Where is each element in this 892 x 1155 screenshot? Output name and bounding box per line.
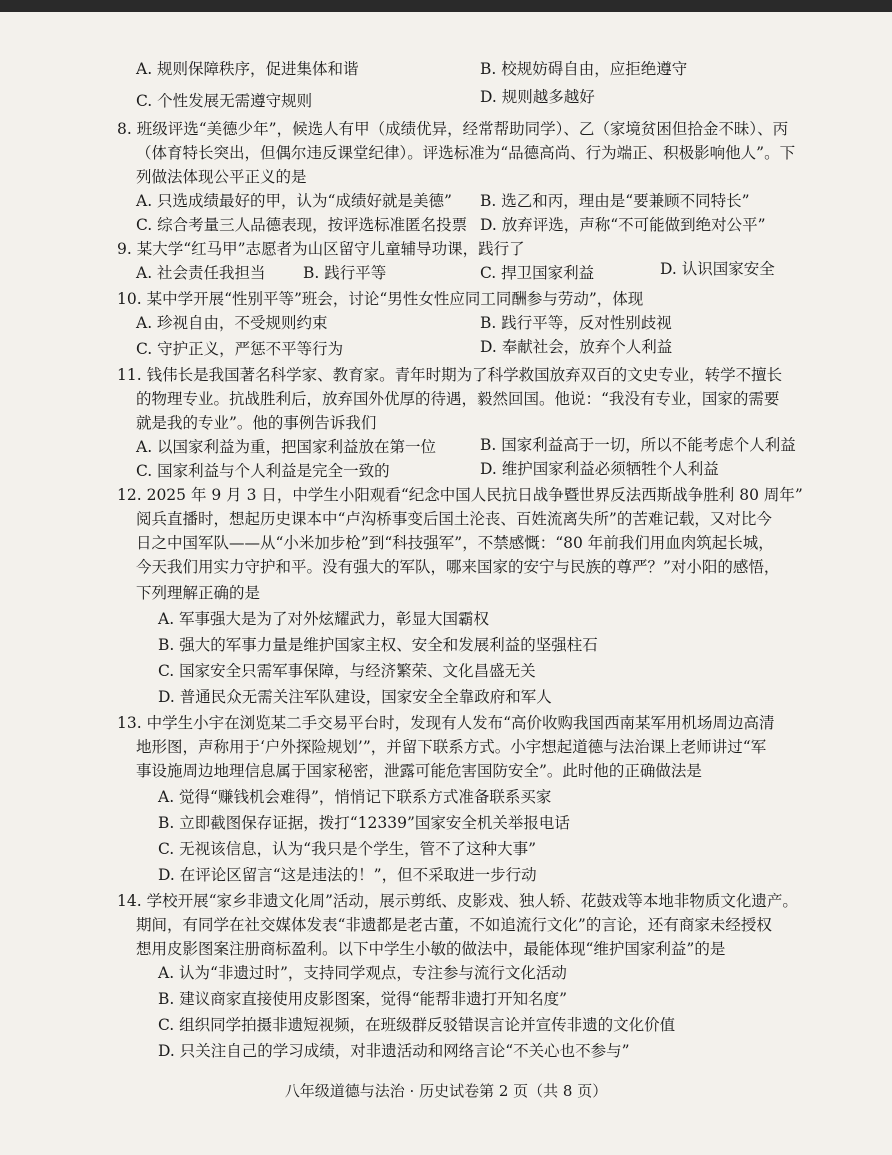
q14-option-b: B. 建议商家直接使用皮影图案，觉得“能帮非遗打开知名度”	[158, 990, 568, 1008]
q8-option-d: D. 放弃评选，声称“不可能做到绝对公平”	[480, 216, 766, 234]
q12-option-c: C. 国家安全只需军事保障，与经济繁荣、文化昌盛无关	[158, 662, 536, 680]
q8-option-b: B. 选乙和丙，理由是“要兼顾不同特长”	[480, 192, 750, 210]
q12-option-a: A. 军事强大是为了对外炫耀武力，彰显大国霸权	[158, 610, 490, 628]
q11-stem-line-3: 就是我的专业”。他的事例告诉我们	[136, 414, 377, 432]
q13-option-a: A. 觉得“赚钱机会难得”，悄悄记下联系方式准备联系买家	[158, 788, 552, 806]
q13-stem-line-2: 地形图，声称用于‘户外探险规划’”，并留下联系方式。小宇想起道德与法治课上老师讲过“军	[136, 738, 767, 756]
q12-option-b: B. 强大的军事力量是维护国家主权、安全和发展利益的坚强柱石	[158, 636, 598, 654]
q12-stem-line-1: 12. 2025 年 9 月 3 日，中学生小阳观看“纪念中国人民抗日战争暨世界反法西斯战争胜利 80 周年”	[117, 486, 803, 504]
q7-option-d: D. 规则越多越好	[480, 88, 595, 106]
q7-option-b: B. 校规妨碍自由，应拒绝遵守	[480, 60, 688, 78]
q8-option-c: C. 综合考量三人品德表现，按评选标准匿名投票	[136, 216, 468, 234]
q11-stem-line-2: 的物理专业。抗战胜利后，放弃国外优厚的待遇，毅然回国。他说：“我没有专业，国家的需要	[136, 390, 780, 408]
q8-stem-line-2: （体育特长突出，但偶尔违反课堂纪律）。评选标准为“品德高尚、行为端正、积极影响他人”。下	[136, 144, 796, 162]
q13-option-d: D. 在评论区留言“这是违法的！”，但不采取进一步行动	[158, 866, 537, 884]
q9-option-a: A. 社会责任我担当	[136, 264, 266, 282]
q11-option-d: D. 维护国家利益必须牺牲个人利益	[480, 460, 719, 478]
q10-option-d: D. 奉献社会，放弃个人利益	[480, 338, 673, 356]
q11-option-a: A. 以国家利益为重，把国家利益放在第一位	[136, 438, 437, 456]
q10-option-a: A. 珍视自由，不受规则约束	[136, 314, 328, 332]
q9-option-c: C. 捍卫国家利益	[480, 264, 595, 282]
q12-option-d: D. 普通民众无需关注军队建设，国家安全全靠政府和军人	[158, 688, 552, 706]
q14-stem-line-2: 期间，有同学在社交媒体发表“非遗都是老古董，不如追流行文化”的言论，还有商家未经授权	[136, 916, 772, 934]
q14-stem-line-1: 14. 学校开展“家乡非遗文化周”活动，展示剪纸、皮影戏、独人轿、花鼓戏等本地非物质文化遗产。	[117, 892, 798, 910]
q10-option-c: C. 守护正义，严惩不平等行为	[136, 340, 344, 358]
q13-stem-line-3: 事设施周边地理信息属于国家秘密，泄露可能危害国防安全”。此时他的正确做法是	[136, 762, 702, 780]
q11-option-c: C. 国家利益与个人利益是完全一致的	[136, 462, 390, 480]
q13-option-c: C. 无视该信息，认为“我只是个学生，管不了这种大事”	[158, 840, 537, 858]
q10-stem: 10. 某中学开展“性别平等”班会，讨论“男性女性应同工同酬参与劳动”，体现	[117, 290, 644, 308]
q11-option-b: B. 国家利益高于一切，所以不能考虑个人利益	[480, 436, 796, 454]
q9-option-b: B. 践行平等	[303, 264, 387, 282]
q9-stem: 9. 某大学“红马甲”志愿者为山区留守儿童辅导功课，践行了	[117, 240, 525, 258]
q12-stem-line-5: 下列理解正确的是	[136, 584, 261, 602]
q13-stem-line-1: 13. 中学生小宇在浏览某二手交易平台时，发现有人发布“高价收购我国西南某军用机场周边高清	[117, 714, 775, 732]
page-footer: 八年级道德与法治 · 历史试卷第 2 页（共 8 页）	[284, 1082, 608, 1100]
q12-stem-line-3: 日之中国军队——从“小米加步枪”到“科技强军”，不禁感慨：“80 年前我们用血肉筑起长城，	[136, 534, 774, 552]
q8-option-a: A. 只选成绩最好的甲，认为“成绩好就是美德”	[136, 192, 452, 210]
q14-stem-line-3: 想用皮影图案注册商标盈利。以下中学生小敏的做法中，最能体现“维护国家利益”的是	[136, 940, 726, 958]
q11-stem-line-1: 11. 钱伟长是我国著名科学家、教育家。青年时期为了科学救国放弃双百的文史专业，转学不擅长	[117, 366, 783, 384]
q14-option-a: A. 认为“非遗过时”，支持同学观点，专注参与流行文化活动	[158, 964, 567, 982]
q7-option-c: C. 个性发展无需遵守规则	[136, 92, 313, 110]
q12-stem-line-4: 今天我们用实力守护和平。没有强大的军队，哪来国家的安宁与民族的尊严？”对小阳的感悟，	[136, 558, 780, 576]
q14-option-c: C. 组织同学拍摄非遗短视频，在班级群反驳错误言论并宣传非遗的文化价值	[158, 1016, 676, 1034]
q9-option-d: D. 认识国家安全	[660, 260, 775, 278]
q7-option-a: A. 规则保障秩序，促进集体和谐	[136, 60, 359, 78]
q12-stem-line-2: 阅兵直播时，想起历史课本中“卢沟桥事变后国土沦丧、百姓流离失所”的苦难记载，又对比今	[136, 510, 772, 528]
q8-stem-line-3: 列做法体现公平正义的是	[136, 168, 307, 186]
q13-option-b: B. 立即截图保存证据，拨打“12339”国家安全机关举报电话	[158, 814, 570, 832]
q8-stem-line-1: 8. 班级评选“美德少年”，候选人有甲（成绩优异，经常帮助同学）、乙（家境贫困但拾金不昧）、丙	[117, 120, 789, 138]
q14-option-d: D. 只关注自己的学习成绩，对非遗活动和网络言论“不关心也不参与”	[158, 1042, 630, 1060]
q10-option-b: B. 践行平等，反对性别歧视	[480, 314, 672, 332]
